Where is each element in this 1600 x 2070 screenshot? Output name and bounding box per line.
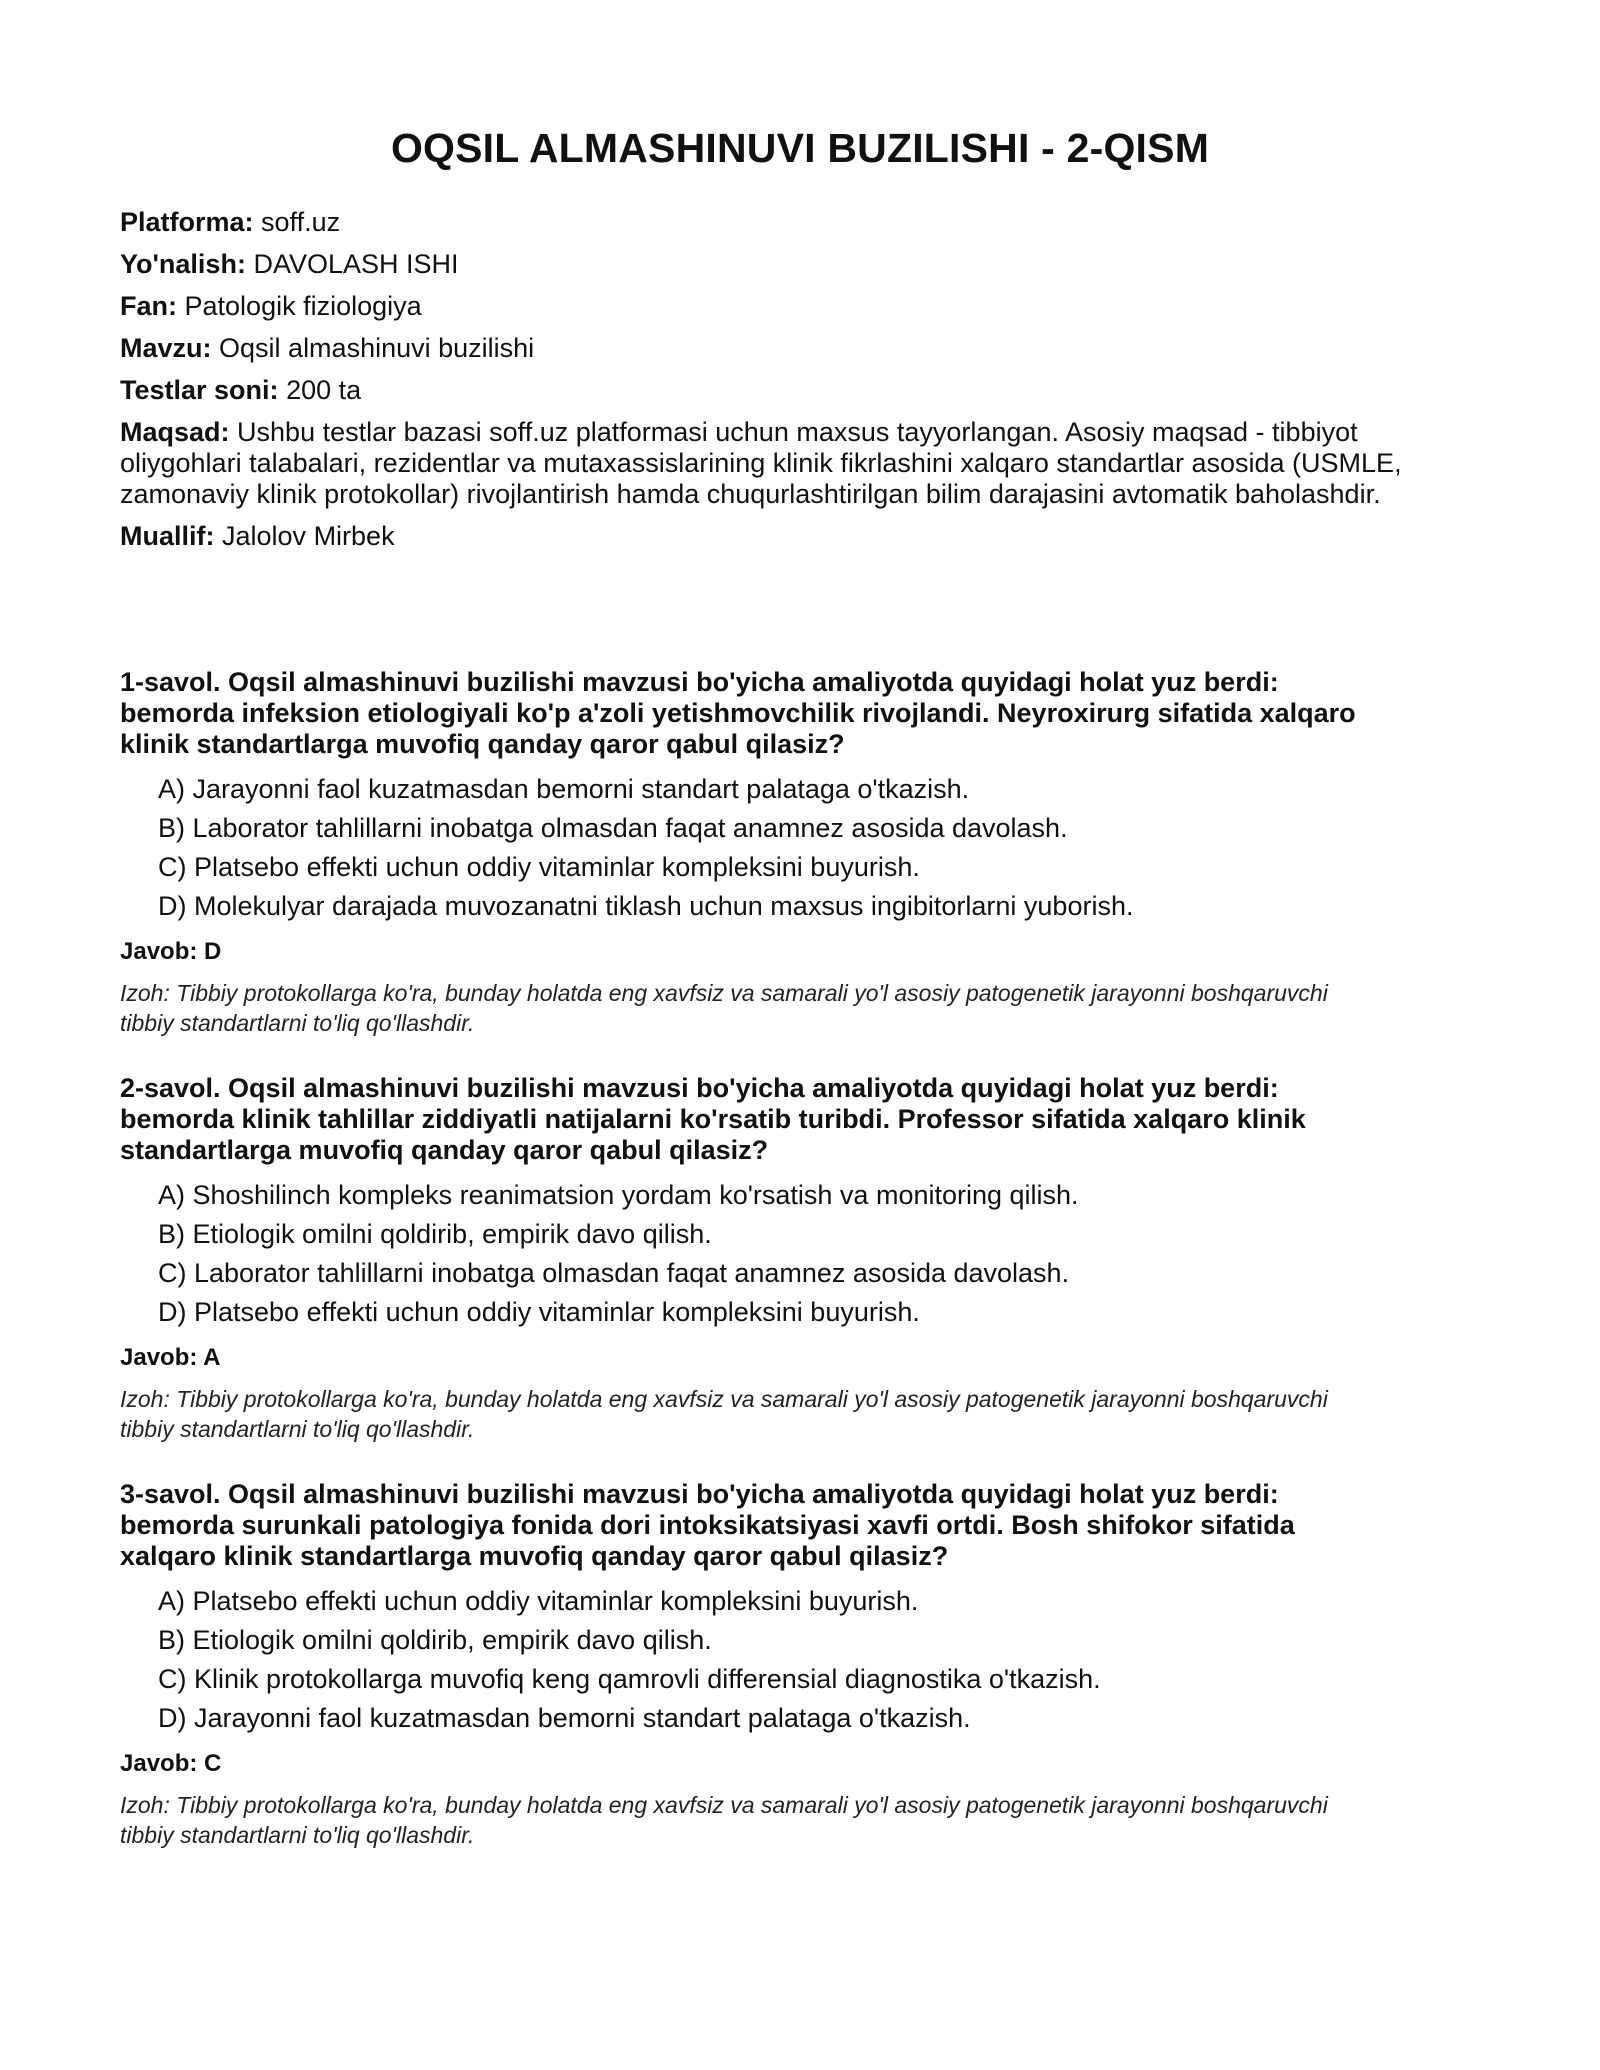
question-text: 2-savol. Oqsil almashinuvi buzilishi mavzusi bo'yicha amaliyotda quyidagi holat yuz berdi: bemorda klinik tahlillar ziddiyatli natijalarni ko'rsatib turibdi. Professor sifatida xalqaro klinik standartlarga muvofiq qanday qaror qabul qilasiz? xyxy=(120,1073,1306,1165)
question-text: 3-savol. Oqsil almashinuvi buzilishi mavzusi bo'yicha amaliyotda quyidagi holat yuz berdi: bemorda surunkali patologiya fonida dori intoksikatsiyasi xavfi ortdi. Bosh shifokor sifatida xalqaro klinik standartlarga muvofiq qanday qaror qabul qilasiz? xyxy=(120,1479,1295,1571)
correct-answer: Javob: D xyxy=(120,938,222,965)
option-a: A) Shoshilinch kompleks reanimatsion yordam ko'rsatish va monitoring qilish. xyxy=(158,1180,1079,1210)
option-d: D) Molekulyar darajada muvozanatni tiklash uchun maxsus ingibitorlarni yuborish. xyxy=(158,891,1134,921)
option-b: B) Etiologik omilni qoldirib, empirik davo qilish. xyxy=(158,1625,712,1655)
meta-value: Oqsil almashinuvi buzilishi xyxy=(219,333,535,363)
answer-options xyxy=(158,774,1360,922)
meta-key: Yo'nalish: xyxy=(120,249,246,279)
answer-options xyxy=(158,1586,1360,1734)
option-a: A) Platsebo effekti uchun oddiy vitaminlar kompleksini buyurish. xyxy=(158,1586,919,1616)
meta-test-count xyxy=(120,375,1480,406)
correct-answer: Javob: A xyxy=(120,1344,221,1371)
meta-value: Jalolov Mirbek xyxy=(222,521,395,551)
question-3 xyxy=(120,1479,1360,1850)
option-b: B) Laborator tahlillarni inobatga olmasdan faqat anamnez asosida davolash. xyxy=(158,813,1068,843)
document-meta xyxy=(120,207,1480,552)
meta-key: Muallif: xyxy=(120,521,215,551)
meta-value: Ushbu testlar bazasi soff.uz platformasi uchun maxsus tayyorlangan. Asosiy maqsad - tibbiyot oliygohlari talabalari, rezidentlar va mutaxassislarining klinik fikrlashini xalqaro standartlar asosida (USMLE, zamonaviy klinik protokollar) rivojlantirish hamda chuqurlashtirilgan bilim darajasini avtomatik baholashdir. xyxy=(120,417,1402,509)
meta-key: Testlar soni: xyxy=(120,375,279,405)
meta-key: Platforma: xyxy=(120,207,254,237)
meta-subject xyxy=(120,291,1480,322)
question-1 xyxy=(120,667,1360,1038)
meta-value: DAVOLASH ISHI xyxy=(253,249,459,279)
meta-purpose xyxy=(120,417,1480,510)
document-title: OQSIL ALMASHINUVI BUZILISHI - 2-QISM xyxy=(390,125,1210,171)
meta-value: soff.uz xyxy=(261,207,341,237)
meta-value: 200 ta xyxy=(286,375,362,405)
meta-platform xyxy=(120,207,1480,238)
explanation-note: Izoh: Tibbiy protokollarga ko'ra, bunday holatda eng xavfsiz va samarali yo'l asosiy patogenetik jarayonni boshqaruvchi tibbiy standartlarni to'liq qo'llashdir. xyxy=(120,980,1328,1036)
meta-key: Fan: xyxy=(120,291,177,321)
option-d: D) Platsebo effekti uchun oddiy vitaminlar kompleksini buyurish. xyxy=(158,1297,920,1327)
meta-author xyxy=(120,521,1480,552)
question-2 xyxy=(120,1073,1360,1444)
meta-topic xyxy=(120,333,1480,364)
option-a: A) Jarayonni faol kuzatmasdan bemorni standart palataga o'tkazish. xyxy=(158,774,970,804)
meta-key: Maqsad: xyxy=(120,417,230,447)
meta-value: Patologik fiziologiya xyxy=(184,291,422,321)
option-c: C) Klinik protokollarga muvofiq keng qamrovli differensial diagnostika o'tkazish. xyxy=(158,1664,1101,1694)
option-d: D) Jarayonni faol kuzatmasdan bemorni standart palataga o'tkazish. xyxy=(158,1703,971,1733)
answer-options xyxy=(158,1180,1360,1328)
correct-answer: Javob: C xyxy=(120,1750,222,1777)
meta-key: Mavzu: xyxy=(120,333,212,363)
question-text: 1-savol. Oqsil almashinuvi buzilishi mavzusi bo'yicha amaliyotda quyidagi holat yuz berdi: bemorda infeksion etiologiyali ko'p a'zoli yetishmovchilik rivojlandi. Neyroxirurg sifatida xalqaro klinik standartlarga muvofiq qanday qaror qabul qilasiz? xyxy=(120,667,1356,759)
option-b: B) Etiologik omilni qoldirib, empirik davo qilish. xyxy=(158,1219,712,1249)
explanation-note: Izoh: Tibbiy protokollarga ko'ra, bunday holatda eng xavfsiz va samarali yo'l asosiy patogenetik jarayonni boshqaruvchi tibbiy standartlarni to'liq qo'llashdir. xyxy=(120,1386,1328,1442)
option-c: C) Laborator tahlillarni inobatga olmasdan faqat anamnez asosida davolash. xyxy=(158,1258,1070,1288)
explanation-note: Izoh: Tibbiy protokollarga ko'ra, bunday holatda eng xavfsiz va samarali yo'l asosiy patogenetik jarayonni boshqaruvchi tibbiy standartlarni to'liq qo'llashdir. xyxy=(120,1792,1328,1848)
document-page xyxy=(120,0,1480,1848)
meta-direction xyxy=(120,249,1480,280)
option-c: C) Platsebo effekti uchun oddiy vitaminlar kompleksini buyurish. xyxy=(158,852,920,882)
